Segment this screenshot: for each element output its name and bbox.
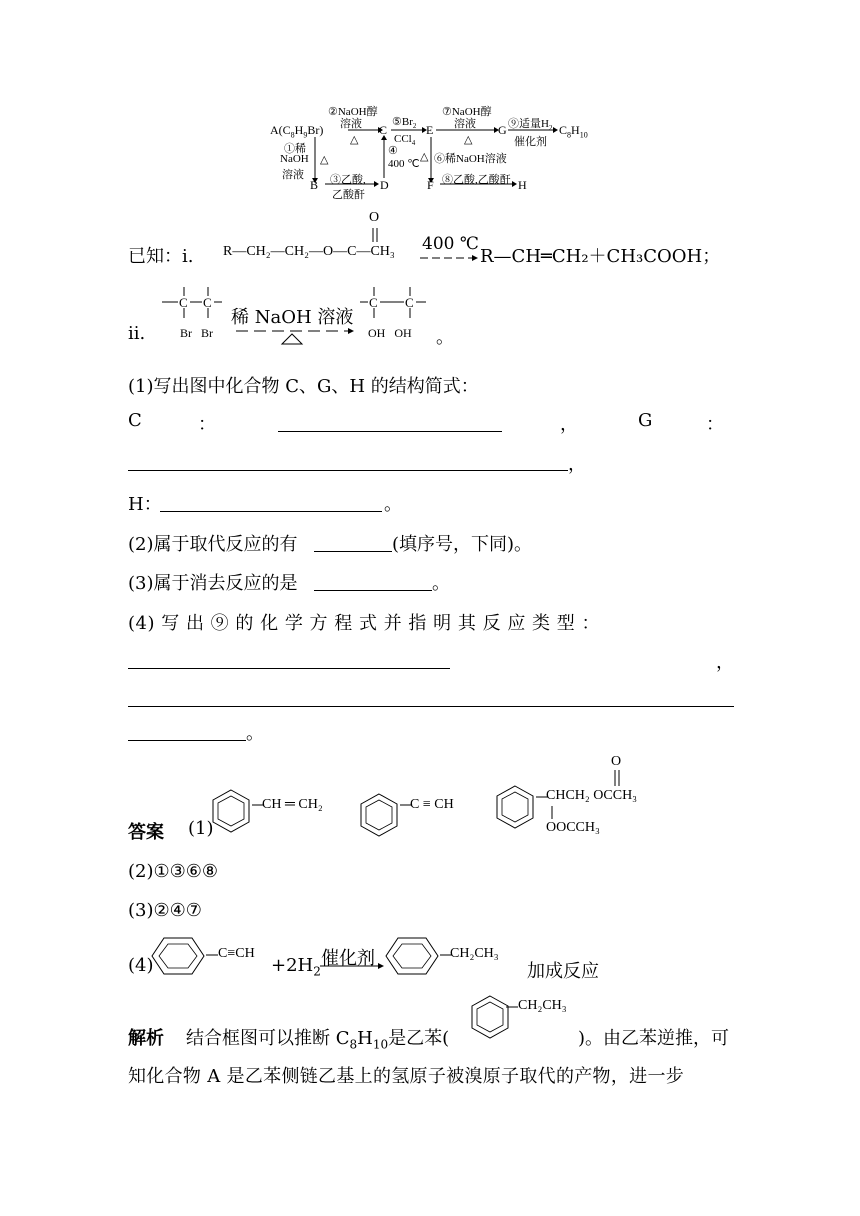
question-1-G-colon: ： [706,414,724,435]
question-1-comma-2: ， [568,454,586,475]
known-ii-arrow [236,325,356,347]
answer-1-label: (1) [188,818,214,839]
answer-blank-q2[interactable] [314,533,392,552]
answer-blank-q4-a[interactable] [128,650,450,669]
cond-6-heat: △ [420,151,429,163]
known-ii-product-skeleton [360,282,430,332]
cond-4-b: 400 ℃ [388,158,420,170]
known-ii-reactant-skeleton [162,282,222,332]
question-4-end: 。 [246,723,264,744]
cond-7-heat: △ [464,134,473,146]
benzene-ring-icon [384,936,440,976]
cond-7-solution: 溶液 [454,118,476,130]
answer-1-phenylacetylene-chain: C ≡ CH [410,797,454,812]
cond-1-c: 溶液 [282,169,304,181]
known-ii-label: ⅱ. [128,323,146,344]
cond-2-heat: △ [350,134,359,146]
benzene-ring-icon [494,784,536,830]
question-1-comma: ， [560,414,578,435]
answer-4-label: (4) [128,955,154,976]
answer-blank-G[interactable] [128,452,568,471]
question-3: (3)属于消去反应的是 [128,573,298,594]
cond-5-bottom: CCl$_4$ [394,133,416,148]
answer-blank-q4-b[interactable] [128,688,734,707]
answer-4-reaction-type: 加成反应 [527,961,599,982]
answer-label: 答案 [128,822,164,843]
svg-text:C: C [369,295,378,310]
question-1-G-label: G [638,410,653,431]
cond-2-solution: 溶液 [340,118,362,130]
question-1-C-colon: ： [198,414,216,435]
cond-9-top: ⑨适量$H_2$ [508,118,553,133]
answer-4-plus-H2: $+2H_2$ [271,955,321,979]
compound-A: $A(C_8H_9Br)$ [270,123,324,140]
cond-1-heat: △ [320,154,329,166]
question-2-end: (填序号，下同)。 [392,534,533,555]
question-3-end: 。 [432,573,450,594]
question-4: (4) 写 出 ⑨ 的 化 学 方 程 式 并 指 明 其 反 应 类 型 ： [128,613,600,634]
answer-1-diester-chain: CHCH₂ OCCH₃ [546,788,638,803]
svg-text:C: C [203,295,212,310]
cond-6: ⑥稀NaOH溶液 [434,153,507,165]
cond-3-top: ③乙酸, [330,174,366,186]
analysis-text-1a: 结合框图可以推断 $C_8H_{10}$是乙苯( [186,1028,450,1052]
known-ii-end: 。 [436,327,454,348]
cond-2-top: ②NaOH醇 [328,106,378,118]
question-2: (2)属于取代反应的有 [128,534,298,555]
answer-blank-q4-c[interactable] [128,722,246,741]
compound-C8H10: $C_8H_{10}$ [559,123,588,140]
cond-5-top: $⑤Br_2$ [392,116,417,131]
answer-1-diester-branch: OOCCH₃ [546,820,600,835]
analysis-text-1c: )。由乙苯逆推，可 [578,1028,730,1049]
svg-text:C: C [179,295,188,310]
cond-8: ⑧乙酸,乙酸酐 [442,174,511,186]
known-i-double-bond [370,228,380,244]
known-ii-condition: 稀 NaOH 溶液 [231,307,354,328]
compound-G: G [498,123,507,137]
question-1-end: 。 [384,494,402,515]
question-1-C-label: C [128,410,142,431]
answer-blank-C[interactable] [278,413,502,432]
cond-9-catalyst: 催化剂 [514,136,547,148]
compound-F: F [427,178,434,192]
answer-blank-q3[interactable] [314,572,432,591]
answer-1-carbonyl-bond [612,770,622,788]
compound-E: E [426,123,434,137]
answer-1-branch-bond [550,806,556,820]
answer-4-product-chain: CH₂CH₃ [450,946,499,961]
answer-3: (3)②④⑦ [128,900,202,921]
analysis-label: 解析 [128,1028,164,1049]
answer-2: (2)①③⑥⑧ [128,861,219,882]
answer-1-styrene-chain: CH ═ CH₂ [262,797,323,812]
answer-4-catalyst: 催化剂 [321,948,375,969]
cond-3-bottom: 乙酸酐 [332,189,365,201]
benzene-ring-icon [358,792,400,838]
cond-4-a: ④ [388,145,398,157]
compound-D: D [380,178,389,192]
question-1: (1)写出图中化合物 C、G、H 的结构简式： [128,376,479,397]
compound-C: C [379,123,388,137]
known-label: 已知：ⅰ. [128,246,194,267]
analysis-text-2: 知化合物 A 是乙苯侧链乙基上的氢原子被溴原子取代的产物，进一步 [128,1066,685,1087]
known-i-arrow [420,254,480,262]
cond-7-top: ⑦NaOH醇 [442,106,492,118]
analysis-ethyl-chain: CH₂CH₃ [518,998,567,1013]
reaction-scheme [270,100,600,201]
known-i-condition: 400 ℃ [422,234,479,254]
cond-1-b: NaOH [280,153,309,165]
answer-4-reactant-chain: C≡CH [218,946,255,961]
compound-B: B [310,178,319,192]
compound-H: H [518,178,527,192]
answer-blank-H[interactable] [160,493,382,512]
known-ii-product-OH: OH OH [368,326,412,340]
benzene-ring-icon [150,936,206,976]
question-4-comma: ， [716,652,734,673]
benzene-ring-icon [210,788,252,834]
question-1-H-label: H： [128,494,162,515]
benzene-ring-icon [468,994,512,1040]
known-i-product: R—CH═CH₂＋CH₃COOH； [480,246,721,267]
svg-text:C: C [405,295,414,310]
answer-1-carbonyl-O: O [611,754,622,769]
cond-1-a: ①稀 [284,143,306,155]
known-i-reactant: R—CH₂—CH₂—O—C—CH₃ [223,244,395,259]
known-ii-reactant-Br: Br Br [180,326,213,340]
answer-4-arrow [320,962,386,970]
known-i-carbonyl-O: O [369,210,380,225]
